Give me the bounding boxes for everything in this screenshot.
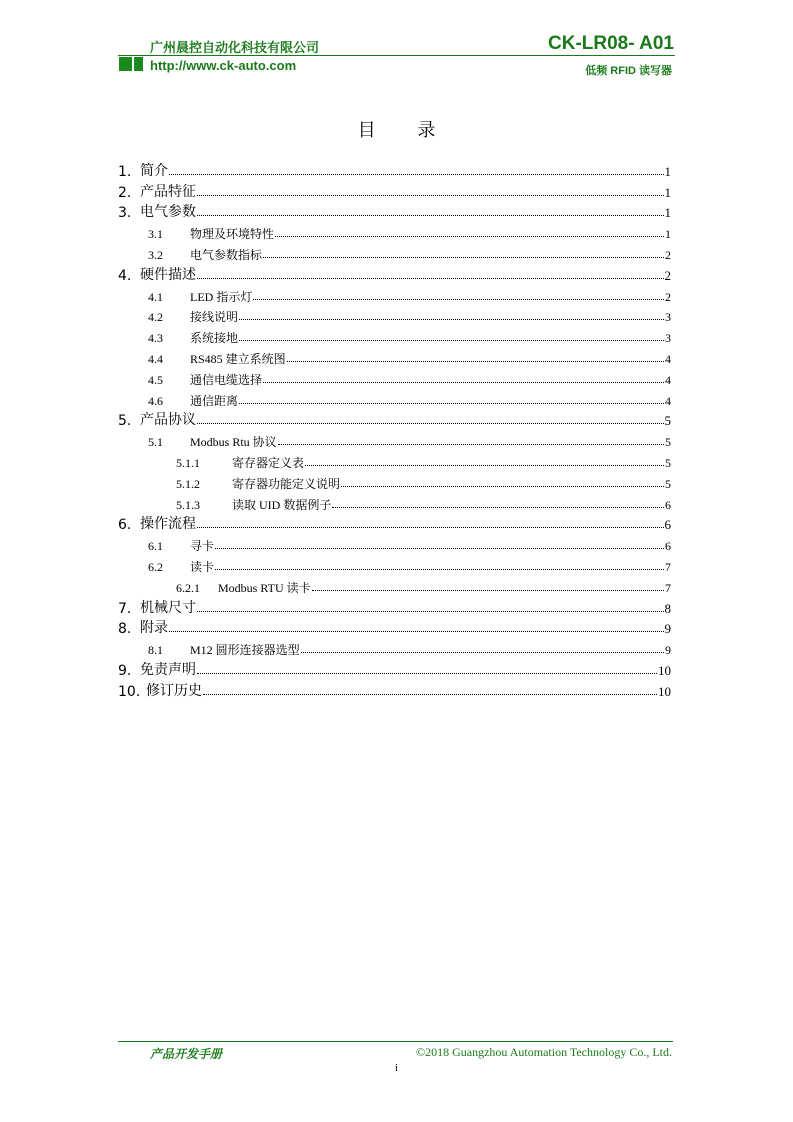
toc-entry-page: 6 — [665, 497, 671, 512]
toc-entry[interactable] — [118, 471, 671, 492]
toc-entry-page: 2 — [665, 289, 671, 304]
toc-entry-page: 3 — [665, 331, 671, 346]
toc-entry-page: 6 — [664, 517, 671, 533]
toc-entry[interactable] — [118, 242, 671, 263]
toc-entry-page: 9 — [665, 643, 671, 658]
toc-entry-label: 机械尺寸 — [140, 597, 196, 617]
toc-entry[interactable] — [118, 263, 671, 284]
toc-dot-leader — [263, 257, 664, 258]
toc-entry-page: 1 — [664, 163, 671, 179]
toc-entry[interactable] — [118, 367, 671, 388]
toc-dot-leader — [197, 673, 657, 674]
toc-entry-page: 10 — [658, 662, 671, 678]
toc-entry-label: 简介 — [140, 160, 168, 180]
header-divider — [118, 55, 675, 56]
toc-entry-page: 9 — [664, 621, 671, 637]
toc-entry-page: 1 — [665, 227, 671, 242]
toc-entry-label: 读卡 — [190, 559, 215, 574]
toc-dot-leader — [301, 652, 664, 653]
toc-dot-leader — [239, 319, 664, 320]
toc-entry-label: Modbus RTU 读卡 — [218, 580, 311, 595]
toc-dot-leader — [215, 569, 664, 570]
toc-entry-number: 7. — [118, 601, 140, 617]
toc-entry-page: 1 — [664, 184, 671, 200]
toc-entry-number: 4.3 — [148, 331, 190, 346]
toc-entry-page: 3 — [665, 310, 671, 325]
toc-entry-number: 4.6 — [148, 394, 190, 409]
footer-page-number: i — [394, 1062, 399, 1074]
toc-entry-label: 附录 — [140, 617, 168, 637]
toc-entry-number: 6.1 — [148, 539, 190, 554]
toc-entry-page: 4 — [665, 393, 671, 408]
toc-entry-page: 2 — [665, 247, 671, 262]
toc-entry-number: 6. — [118, 517, 140, 533]
toc-entry[interactable] — [118, 221, 671, 242]
toc-entry-page: 7 — [665, 559, 671, 574]
header-url: http://www.ck-auto.com — [150, 58, 297, 73]
toc-entry[interactable] — [118, 617, 671, 638]
toc-entry-label: M12 圆形连接器选型 — [190, 643, 300, 658]
toc-dot-leader — [253, 299, 664, 300]
toc-entry[interactable] — [118, 180, 671, 201]
toc-entry-number: 4.1 — [148, 290, 190, 305]
toc-dot-leader — [197, 195, 664, 196]
toc-dot-leader — [197, 278, 664, 279]
toc-entry-number: 8.1 — [148, 643, 190, 658]
toc-entry-page: 5 — [665, 476, 671, 491]
toc-entry-number: 3.2 — [148, 248, 190, 263]
toc-entry-label: RS485 建立系统图 — [190, 351, 286, 366]
toc-entry-number: 5.1.3 — [176, 498, 232, 513]
toc-dot-leader — [278, 444, 664, 445]
toc-entry[interactable] — [118, 159, 671, 180]
toc-entry-number: 6.2.1 — [176, 581, 218, 596]
toc-entry-label: 电气参数 — [140, 201, 196, 221]
header-logo-blocks — [119, 57, 143, 71]
toc-entry-number: 4. — [118, 268, 140, 284]
toc-entry-page: 4 — [665, 351, 671, 366]
toc-entry[interactable] — [118, 679, 671, 700]
toc-entry-number: 1. — [118, 164, 140, 180]
toc-entry-page: 10 — [658, 683, 671, 699]
toc-title: 目 录 — [357, 120, 454, 141]
toc-dot-leader — [239, 403, 664, 404]
toc-entry[interactable] — [118, 658, 671, 679]
toc-dot-leader — [197, 611, 664, 612]
toc-entry-number: 5.1 — [148, 435, 190, 450]
toc-dot-leader — [169, 631, 664, 632]
toc-entry-page: 1 — [664, 205, 671, 221]
toc-entry-label: 电气参数指标 — [190, 247, 263, 262]
toc-dot-leader — [197, 423, 664, 424]
toc-entry-page: 5 — [664, 413, 671, 429]
toc-dot-leader — [341, 486, 664, 487]
toc-dot-leader — [275, 236, 664, 237]
toc-entry[interactable] — [118, 637, 671, 658]
toc-entry[interactable] — [118, 429, 671, 450]
toc-entry[interactable] — [118, 284, 671, 305]
toc-entry[interactable] — [118, 201, 671, 222]
toc-entry[interactable] — [118, 409, 671, 430]
toc-entry-label: 寄存器功能定义说明 — [232, 476, 341, 491]
toc-dot-leader — [215, 548, 664, 549]
toc-dot-leader — [203, 694, 657, 695]
toc-entry[interactable] — [118, 575, 671, 596]
toc-entry-number: 3.1 — [148, 227, 190, 242]
toc-entry-number: 4.5 — [148, 373, 190, 388]
toc-dot-leader — [197, 215, 664, 216]
toc-entry-page: 4 — [665, 372, 671, 387]
toc-entry-page: 8 — [664, 600, 671, 616]
toc-entry-label: LED 指示灯 — [190, 289, 253, 304]
toc-entry-label: 寻卡 — [190, 539, 215, 554]
toc-entry-number: 9. — [118, 663, 140, 679]
toc-entry[interactable] — [118, 596, 671, 617]
toc-entry-page: 5 — [665, 435, 671, 450]
toc-entry-number: 6.2 — [148, 560, 190, 575]
toc-dot-leader — [312, 590, 664, 591]
toc-entry-label: 系统接地 — [190, 331, 239, 346]
toc-entry-number: 5. — [118, 413, 140, 429]
toc-dot-leader — [197, 527, 664, 528]
footer-divider — [118, 1041, 673, 1042]
toc-entry-label: 通信距离 — [190, 393, 239, 408]
toc-entry[interactable] — [118, 305, 671, 326]
toc-entry-label: 硬件描述 — [140, 264, 196, 284]
toc-entry-label: 寄存器定义表 — [232, 455, 305, 470]
toc-entry-label: Modbus Rtu 协议 — [190, 435, 277, 450]
toc-dot-leader — [287, 361, 664, 362]
toc-entry[interactable] — [118, 325, 671, 346]
toc-entry-label: 操作流程 — [140, 513, 196, 533]
toc-entry-number: 3. — [118, 205, 140, 221]
toc-entry-number: 4.4 — [148, 352, 190, 367]
toc-entry-label: 产品特征 — [140, 181, 196, 201]
table-of-contents — [118, 159, 671, 700]
toc-entry-number: 5.1.1 — [176, 456, 232, 471]
toc-entry[interactable] — [118, 533, 671, 554]
toc-entry[interactable] — [118, 554, 671, 575]
toc-entry-number: 4.2 — [148, 310, 190, 325]
toc-dot-leader — [263, 382, 664, 383]
toc-entry-page: 7 — [665, 580, 671, 595]
header-product-name: 低频 RFID 读写器 — [585, 65, 672, 77]
toc-entry-page: 6 — [665, 539, 671, 554]
toc-entry-page: 2 — [664, 267, 671, 283]
toc-entry[interactable] — [118, 388, 671, 409]
header-company-name: 广州晨控自动化科技有限公司 — [150, 40, 320, 55]
toc-entry-number: 5.1.2 — [176, 477, 232, 492]
toc-entry-page: 5 — [665, 455, 671, 470]
toc-entry-label: 读取 UID 数据例子 — [232, 497, 332, 512]
toc-entry-label: 物理及环境特性 — [190, 227, 275, 242]
toc-dot-leader — [239, 340, 664, 341]
header-model-number: CK-LR08- A01 — [548, 33, 674, 54]
toc-entry-label: 修订历史 — [146, 680, 202, 700]
toc-entry-number: 8. — [118, 621, 140, 637]
toc-entry-label: 免责声明 — [140, 659, 196, 679]
toc-entry-label: 通信电缆选择 — [190, 372, 263, 387]
toc-entry-number: 10. — [118, 684, 146, 700]
footer-manual-title: 产品开发手册 — [150, 1047, 223, 1061]
toc-entry[interactable] — [118, 450, 671, 471]
toc-entry-label: 产品协议 — [140, 409, 196, 429]
toc-entry[interactable] — [118, 492, 671, 513]
toc-dot-leader — [169, 174, 664, 175]
toc-dot-leader — [305, 465, 664, 466]
footer-copyright: ©2018 Guangzhou Automation Technology Co., Ltd. — [415, 1045, 672, 1059]
toc-entry-number: 2. — [118, 185, 140, 201]
toc-entry[interactable] — [118, 346, 671, 367]
toc-dot-leader — [332, 507, 664, 508]
toc-entry[interactable] — [118, 513, 671, 534]
toc-entry-label: 接线说明 — [190, 310, 239, 325]
